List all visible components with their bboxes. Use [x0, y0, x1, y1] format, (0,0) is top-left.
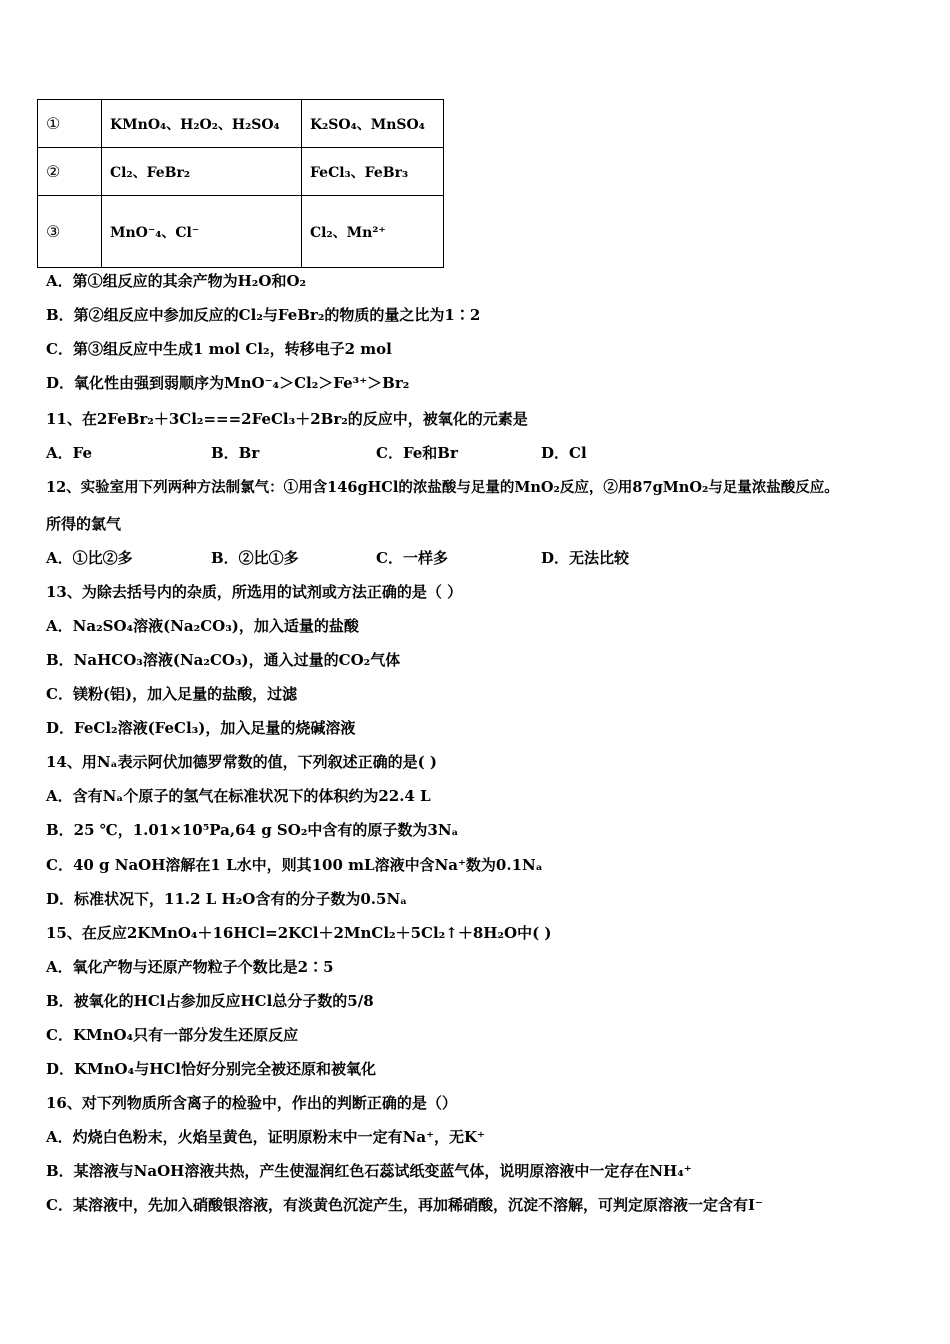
- q13-option-a: A．Na₂SO₄溶液(Na₂CO₃)，加入适量的盐酸: [46, 617, 359, 635]
- q16-option-a: A．灼烧白色粉末，火焰呈黄色，证明原粉末中一定有Na⁺，无K⁺: [46, 1128, 485, 1146]
- q16-stem: 16、对下列物质所含离子的检验中，作出的判断正确的是（）: [46, 1094, 457, 1112]
- q10-option-a: A．第①组反应的其余产物为H₂O和O₂: [46, 272, 307, 290]
- table-row: [38, 148, 444, 196]
- q14-stem: 14、用Nₐ表示阿伏加德罗常数的值，下列叙述正确的是( ): [46, 753, 437, 771]
- reaction-table: [37, 99, 444, 268]
- q13-option-d: D．FeCl₂溶液(FeCl₃)，加入足量的烧碱溶液: [46, 719, 356, 737]
- q12-option-a: A．①比②多: [46, 549, 133, 567]
- row-number: ③: [38, 196, 102, 268]
- products-cell: K₂SO₄、MnSO₄: [302, 100, 444, 148]
- q15-option-b: B．被氧化的HCl占参加反应HCl总分子数的5/8: [46, 992, 374, 1010]
- row-number: ②: [38, 148, 102, 196]
- q11-option-a: A．Fe: [46, 444, 93, 462]
- q14-option-a: A．含有Nₐ个原子的氢气在标准状况下的体积约为22.4 L: [46, 787, 431, 805]
- q12-options: [46, 548, 706, 568]
- q11-stem: 11、在2FeBr₂＋3Cl₂===2FeCl₃＋2Br₂的反应中，被氧化的元素是: [46, 410, 528, 428]
- q14-option-b: B．25 ℃，1.01×10⁵Pa,64 g SO₂中含有的原子数为3Nₐ: [46, 821, 459, 839]
- q13-stem: 13、为除去括号内的杂质，所选用的试剂或方法正确的是（ ）: [46, 583, 463, 601]
- row-number: ①: [38, 100, 102, 148]
- reactants-cell: KMnO₄、H₂O₂、H₂SO₄: [102, 100, 302, 148]
- q15-option-c: C．KMnO₄只有一部分发生还原反应: [46, 1026, 299, 1044]
- reactants-cell: MnO⁻₄、Cl⁻: [102, 196, 302, 268]
- q13-option-b: B．NaHCO₃溶液(Na₂CO₃)，通入过量的CO₂气体: [46, 651, 401, 669]
- q15-stem: 15、在反应2KMnO₄＋16HCl=2KCl＋2MnCl₂＋5Cl₂↑＋8H₂O中( ): [46, 924, 552, 942]
- q11-option-c: C．Fe和Br: [376, 444, 458, 462]
- products-cell: Cl₂、Mn²⁺: [302, 196, 444, 268]
- products-cell: FeCl₃、FeBr₃: [302, 148, 444, 196]
- q15-option-d: D．KMnO₄与HCl恰好分别完全被还原和被氧化: [46, 1060, 377, 1078]
- reactants-cell: Cl₂、FeBr₂: [102, 148, 302, 196]
- q12-option-d: D．无法比较: [541, 549, 630, 567]
- q16-option-c: C．某溶液中，先加入硝酸银溶液，有淡黄色沉淀产生，再加稀硝酸，沉淀不溶解，可判定原溶液一定含有I⁻: [46, 1196, 763, 1214]
- q14-option-d: D．标准状况下，11.2 L H₂O含有的分子数为0.5Nₐ: [46, 890, 408, 908]
- q16-option-b: B．某溶液与NaOH溶液共热，产生使湿润红色石蕊试纸变蓝气体，说明原溶液中一定存在NH₄⁺: [46, 1162, 692, 1180]
- q12-stem-continued: 所得的氯气: [46, 515, 122, 533]
- q10-option-d: D．氧化性由强到弱顺序为MnO⁻₄＞Cl₂＞Fe³⁺＞Br₂: [46, 374, 410, 392]
- q10-option-b: B．第②组反应中参加反应的Cl₂与FeBr₂的物质的量之比为1∶2: [46, 306, 481, 324]
- table-row: [38, 196, 444, 268]
- q12-option-c: C．一样多: [376, 549, 448, 567]
- q11-option-d: D．Cl: [541, 444, 587, 462]
- table-row: [38, 100, 444, 148]
- q13-option-c: C．镁粉(铝)，加入足量的盐酸，过滤: [46, 685, 298, 703]
- q12-stem: 12、实验室用下列两种方法制氯气：①用含146gHCl的浓盐酸与足量的MnO₂反应，②用87gMnO₂与足量浓盐酸反应。: [46, 479, 839, 496]
- q15-option-a: A．氧化产物与还原产物粒子个数比是2∶5: [46, 958, 334, 976]
- q11-options: [46, 443, 706, 463]
- q11-option-b: B．Br: [211, 444, 260, 462]
- q14-option-c: C．40 g NaOH溶解在1 L水中，则其100 mL溶液中含Na⁺数为0.1Nₐ: [46, 856, 543, 874]
- q10-option-c: C．第③组反应中生成1 mol Cl₂，转移电子2 mol: [46, 340, 392, 358]
- q12-option-b: B．②比①多: [211, 549, 299, 567]
